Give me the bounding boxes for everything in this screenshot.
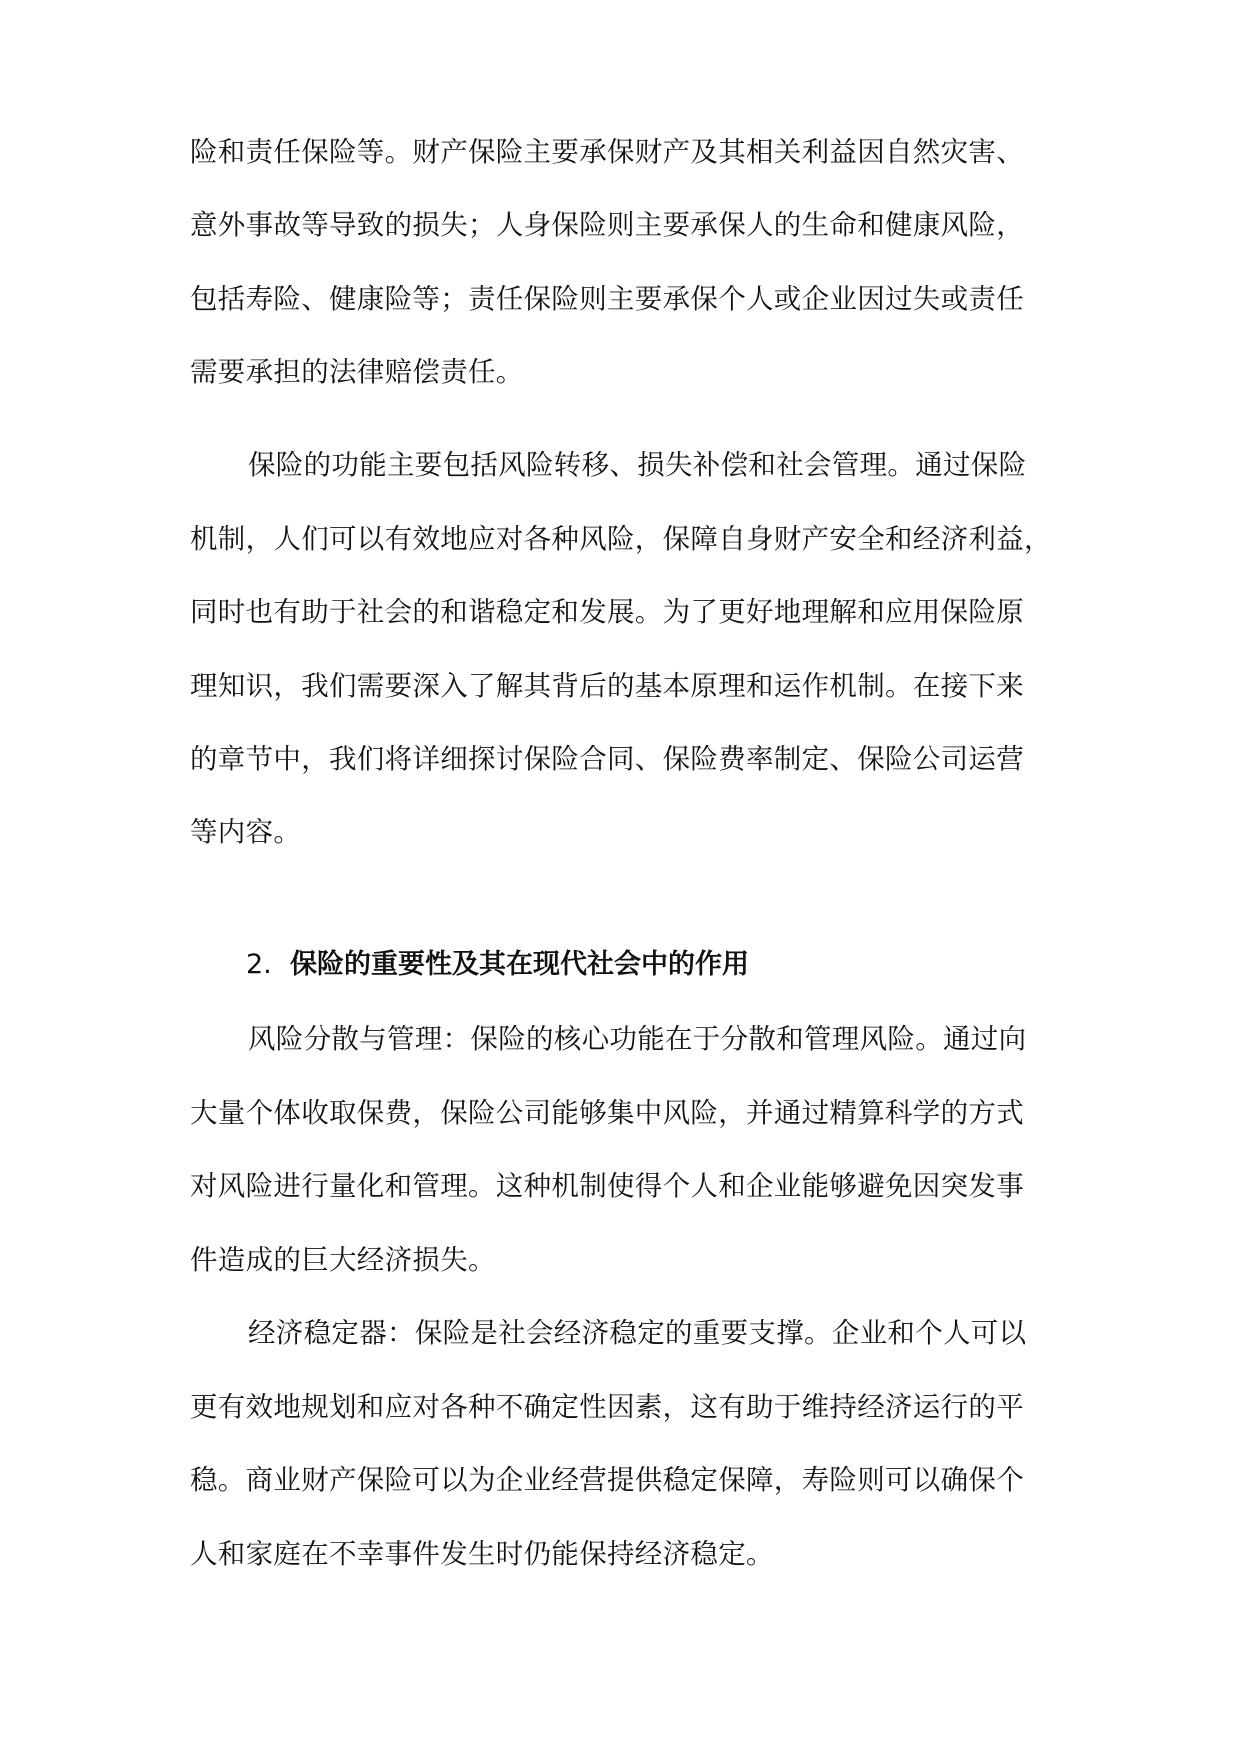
paragraph-line: 等内容。 xyxy=(190,816,302,848)
paragraph-line: 需要承担的法律赔偿责任。 xyxy=(190,356,524,388)
paragraph-line: 保险的功能主要包括风险转移、损失补偿和社会管理。通过保险 xyxy=(248,449,1027,481)
paragraph-line: 理知识，我们需要深入了解其背后的基本原理和运作机制。在接下来 xyxy=(190,670,1024,702)
paragraph-line: 同时也有助于社会的和谐稳定和发展。为了更好地理解和应用保险原 xyxy=(190,596,1024,628)
paragraph-line: 机制，人们可以有效地应对各种风险，保障自身财产安全和经济利益， xyxy=(190,523,1052,555)
paragraph-line: 的章节中，我们将详细探讨保险合同、保险费率制定、保险公司运营 xyxy=(190,743,1024,775)
paragraph-line: 意外事故等导致的损失；人身保险则主要承保人的生命和健康风险， xyxy=(190,209,1024,241)
paragraph-line: 风险分散与管理：保险的核心功能在于分散和管理风险。通过向 xyxy=(248,1023,1027,1055)
paragraph-line: 大量个体收取保费，保险公司能够集中风险，并通过精算科学的方式 xyxy=(190,1097,1024,1129)
paragraph-line: 经济稳定器：保险是社会经济稳定的重要支撑。企业和个人可以 xyxy=(248,1317,1027,1349)
paragraph-line: 稳。商业财产保险可以为企业经营提供稳定保障，寿险则可以确保个 xyxy=(190,1464,1024,1496)
paragraph-line: 包括寿险、健康险等；责任保险则主要承保个人或企业因过失或责任 xyxy=(190,283,1024,315)
paragraph-line: 险和责任保险等。财产保险主要承保财产及其相关利益因自然灾害、 xyxy=(190,136,1024,168)
paragraph-line: 件造成的巨大经济损失。 xyxy=(190,1244,496,1276)
section-heading xyxy=(246,945,749,985)
section-title: 保险的重要性及其在现代社会中的作用 xyxy=(290,949,749,980)
paragraph-line: 更有效地规划和应对各种不确定性因素，这有助于维持经济运行的平 xyxy=(190,1391,1024,1423)
paragraph-line: 人和家庭在不幸事件发生时仍能保持经济稳定。 xyxy=(190,1538,774,1570)
paragraph-line: 对风险进行量化和管理。这种机制使得个人和企业能够避免因突发事 xyxy=(190,1170,1024,1202)
section-number: 2. xyxy=(246,949,272,980)
